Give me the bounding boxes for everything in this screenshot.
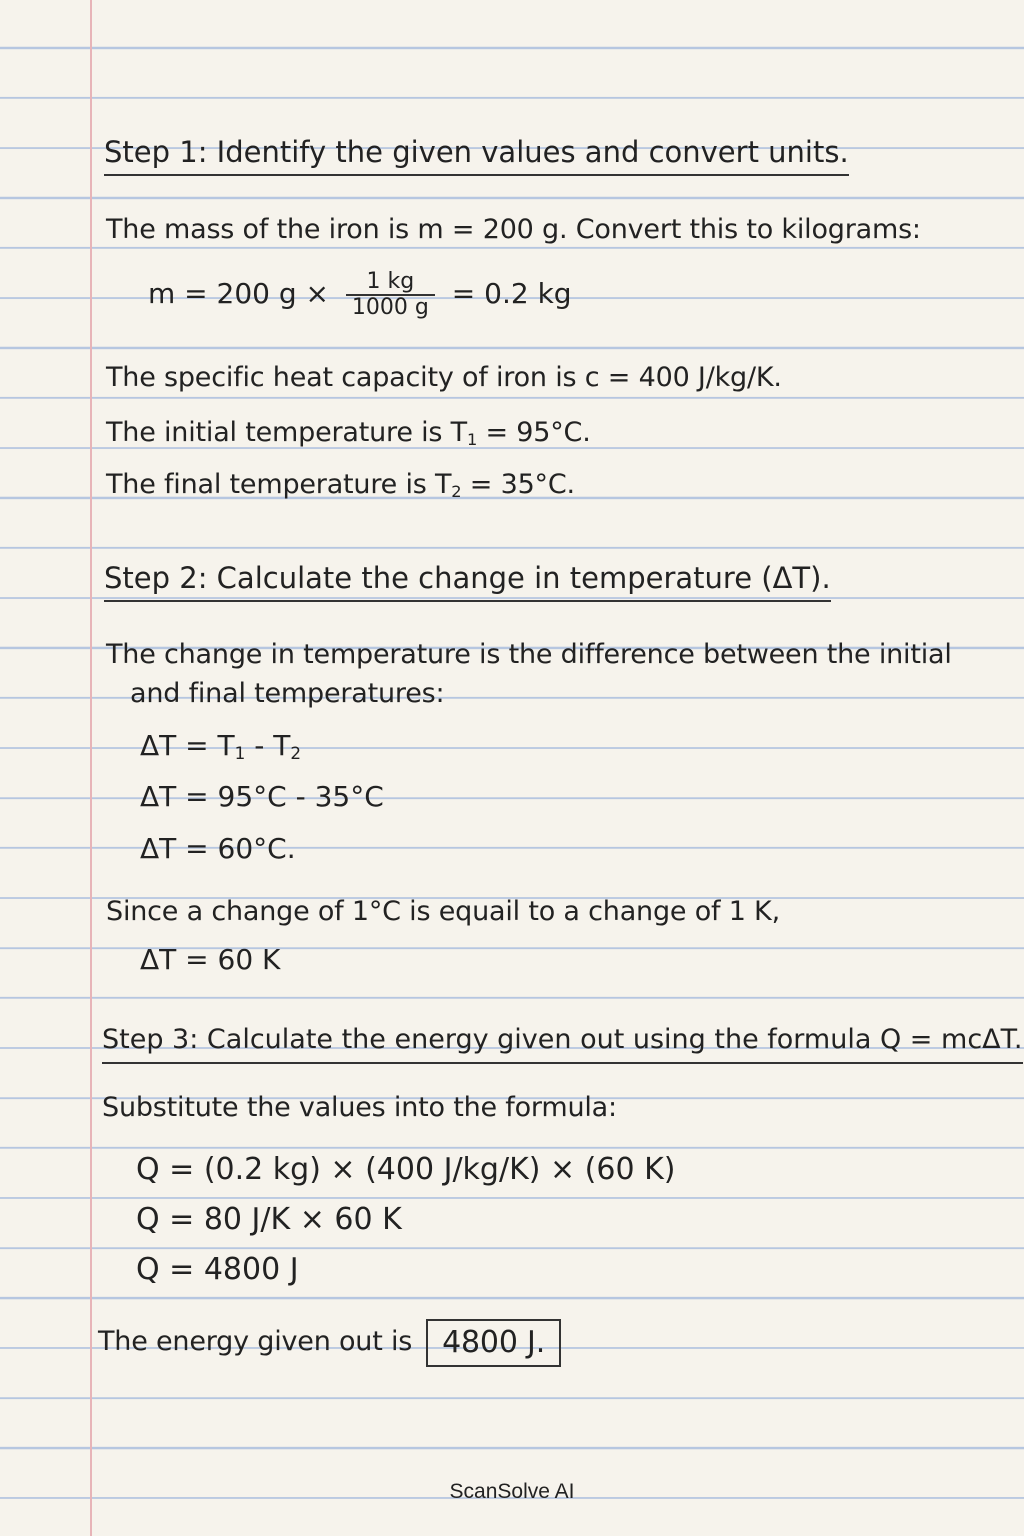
initial-temp-prefix: The initial temperature is T bbox=[106, 417, 467, 448]
initial-temp-subscript: 1 bbox=[466, 430, 478, 450]
step1-mass-line: The mass of the iron is m = 200 g. Convert this to kilograms: bbox=[106, 214, 921, 245]
step3-equation-3: Q = 4800 J bbox=[136, 1252, 299, 1287]
final-answer-line bbox=[98, 1318, 561, 1367]
step2-equation-2: ΔT = 95°C - 35°C bbox=[140, 780, 384, 813]
notebook-margin-line bbox=[90, 0, 92, 1536]
step1-initial-temp-line bbox=[106, 413, 591, 460]
step1-title: Step 1: Identify the given values and convert units. bbox=[104, 132, 849, 176]
step3-equation-2: Q = 80 J/K × 60 K bbox=[136, 1202, 402, 1237]
conversion-lhs: m = 200 g × bbox=[148, 277, 330, 310]
step2-intro-line1: The change in temperature is the difference between the initial bbox=[106, 639, 952, 670]
eq1-part-b: - T bbox=[245, 729, 291, 762]
step3-equation-1: Q = (0.2 kg) × (400 J/kg/K) × (60 K) bbox=[136, 1152, 676, 1187]
eq1-subscript-1: 1 bbox=[234, 743, 246, 764]
step2-note-line: Since a change of 1°C is equail to a change of 1 K, bbox=[106, 896, 780, 927]
step3-substitute-line: Substitute the values into the formula: bbox=[102, 1092, 617, 1123]
eq1-part-a: ΔT = T bbox=[140, 729, 235, 762]
step2-equation-1 bbox=[140, 726, 301, 773]
final-temp-prefix: The final temperature is T bbox=[106, 469, 452, 500]
conversion-rhs: = 0.2 kg bbox=[451, 277, 572, 310]
step2-equation-3: ΔT = 60°C. bbox=[140, 832, 296, 865]
step2-intro-line2: and final temperatures: bbox=[130, 678, 445, 709]
step3-title: Step 3: Calculate the energy given out using the formula Q = mcΔT. bbox=[102, 1020, 1023, 1064]
final-temp-subscript: 2 bbox=[451, 482, 462, 502]
fraction-denominator: 1000 g bbox=[351, 295, 429, 320]
step1-conversion-equation bbox=[148, 270, 572, 320]
final-temp-suffix: = 35°C. bbox=[461, 469, 575, 500]
step2-title: Step 2: Calculate the change in temperature (ΔT). bbox=[104, 558, 831, 602]
step2-equation-4: ΔT = 60 K bbox=[140, 943, 281, 976]
fraction-numerator: 1 kg bbox=[346, 270, 435, 296]
answer-label: The energy given out is bbox=[98, 1326, 413, 1357]
initial-temp-suffix: = 95°C. bbox=[477, 417, 591, 448]
conversion-fraction bbox=[346, 270, 435, 320]
answer-box: 4800 J. bbox=[426, 1319, 561, 1367]
step1-final-temp-line bbox=[106, 465, 575, 512]
footer-brand: ScanSolve AI bbox=[449, 1480, 575, 1503]
step1-specific-heat-line: The specific heat capacity of iron is c = 400 J/kg/K. bbox=[106, 362, 782, 393]
eq1-subscript-2: 2 bbox=[290, 743, 302, 764]
